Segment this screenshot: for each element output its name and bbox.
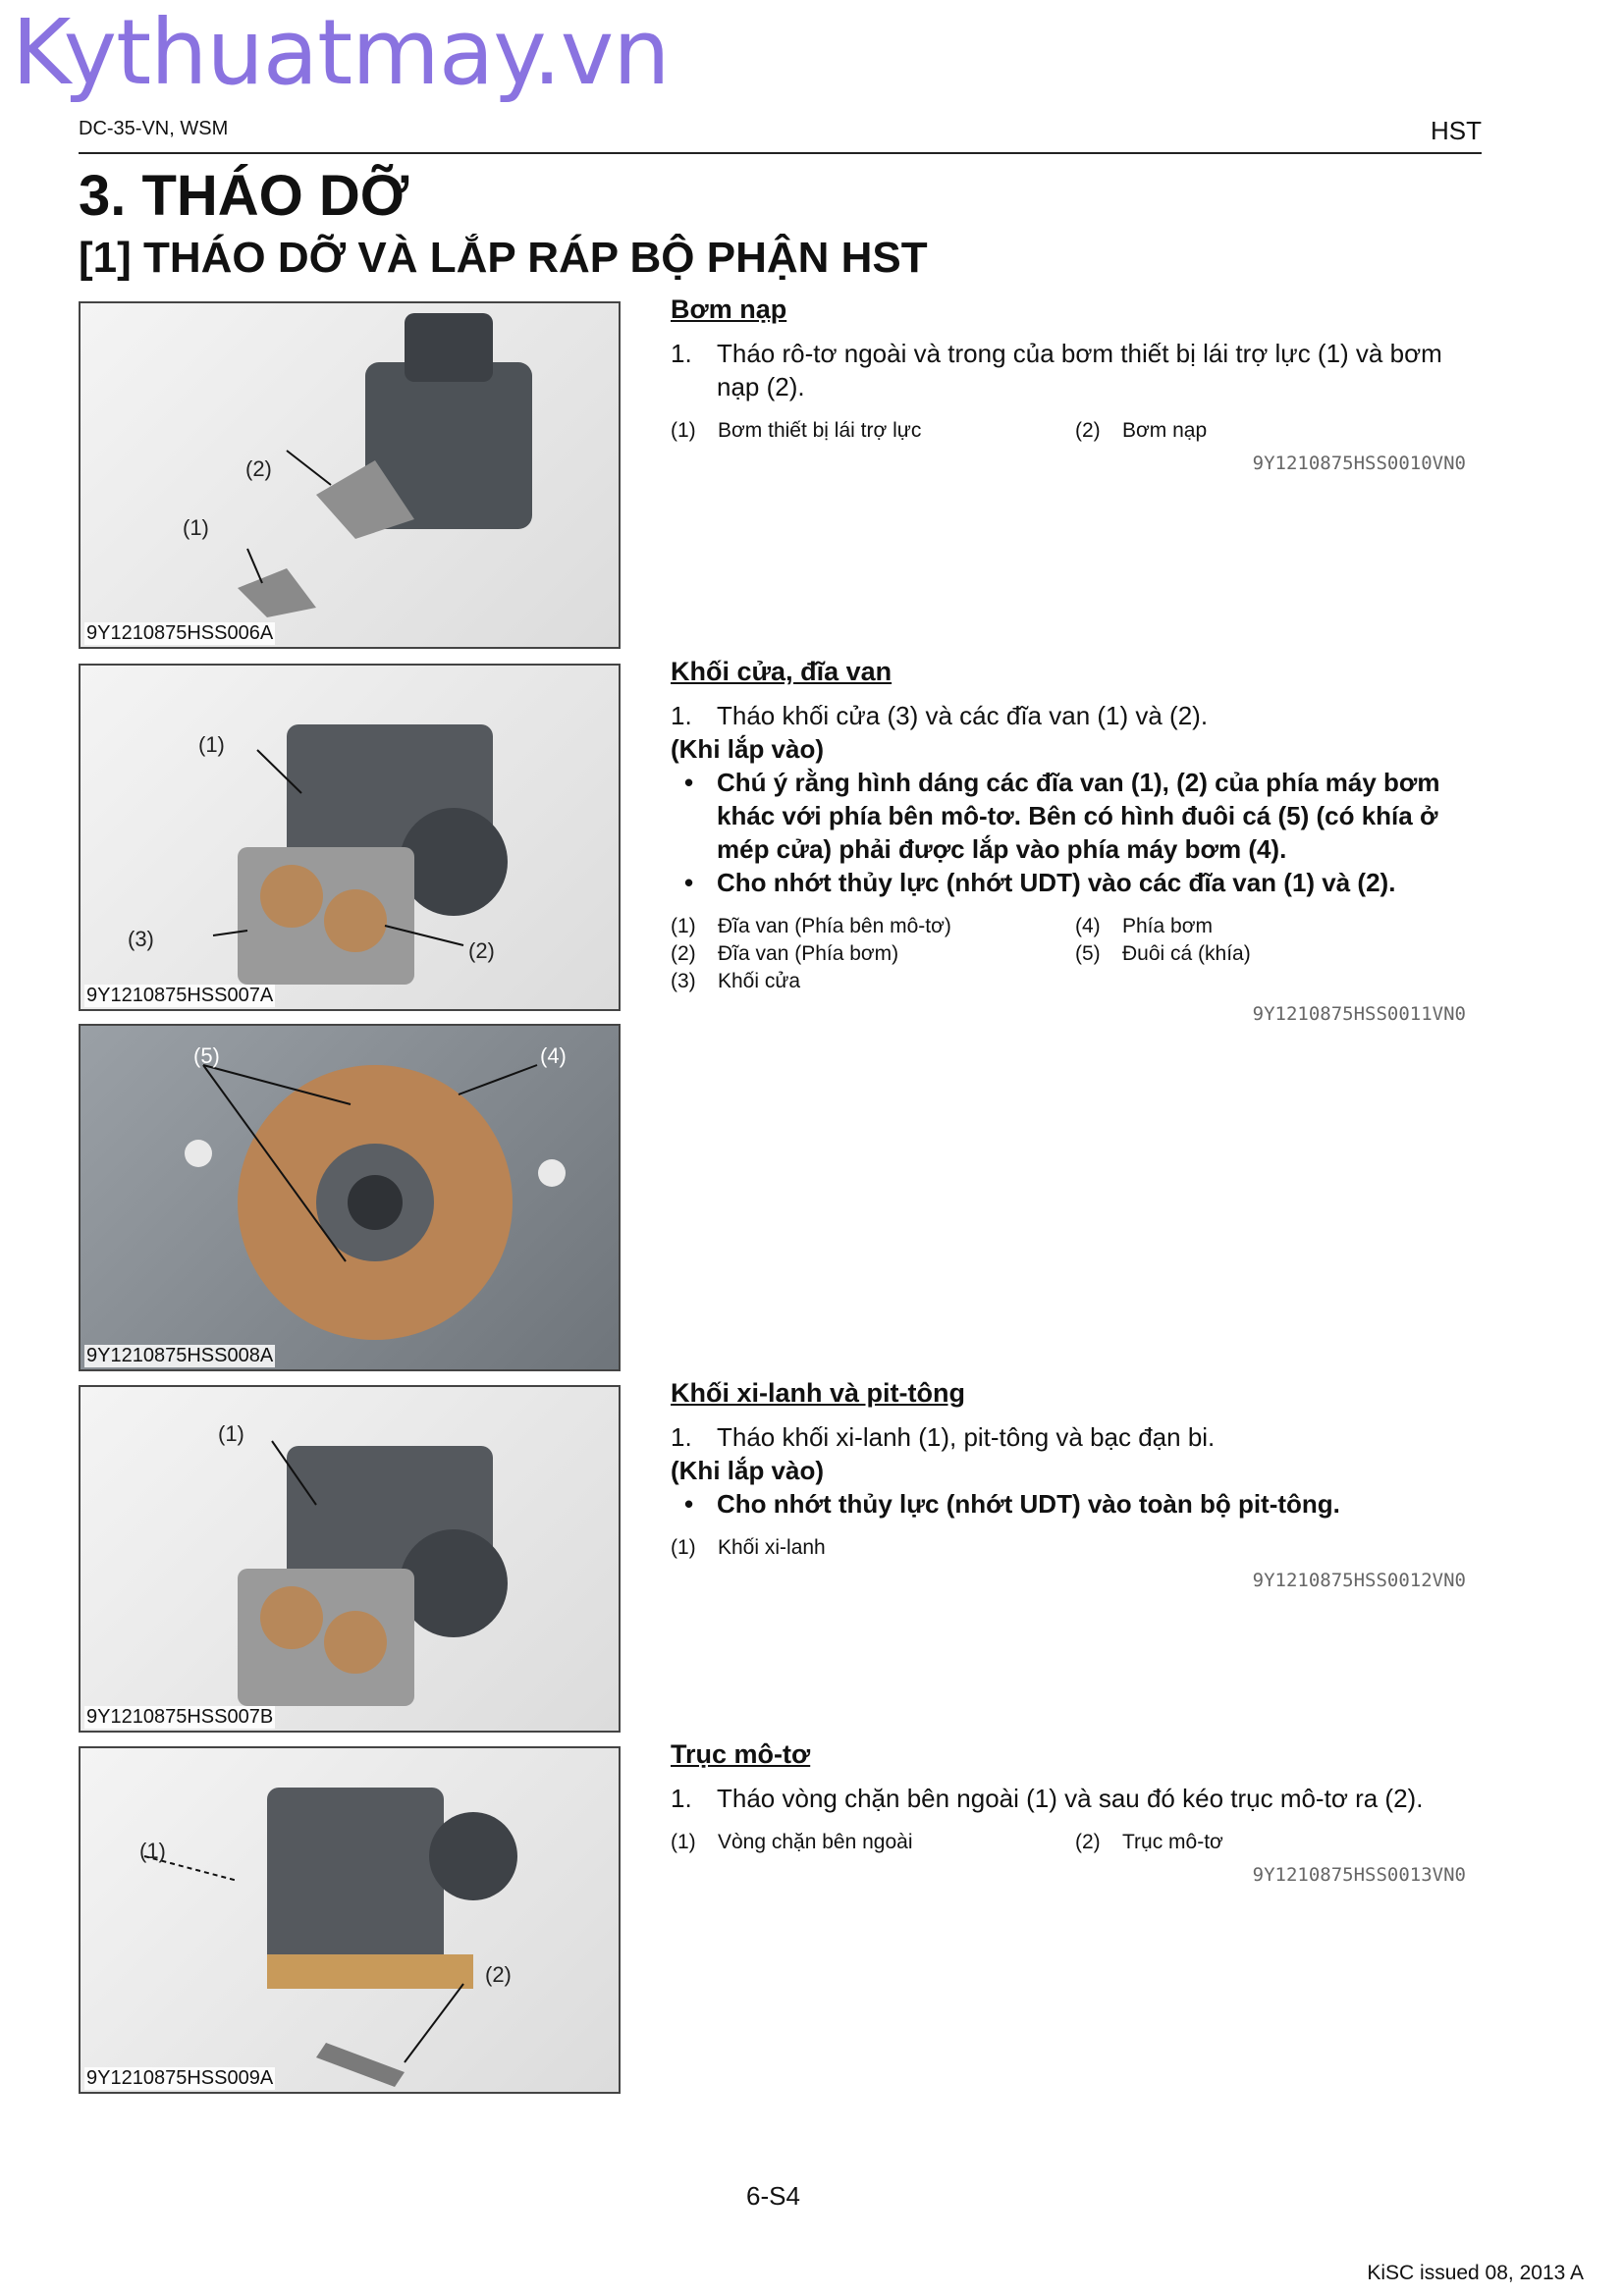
step-item [671,1782,1486,1815]
photo-caption: 9Y1210875HSS007A [86,985,274,1006]
photo1-label-2: (2) [245,456,272,481]
photo2-label-3: (3) [128,927,154,951]
step-item [671,699,1486,732]
issue-note: KiSC issued 08, 2013 A [1367,2262,1584,2284]
photo5-label-1: (1) [139,1839,166,1863]
pump-illustration [81,303,621,649]
legend-item: (2) Đĩa van (Phía bơm) [671,942,899,965]
page-number: 6-S4 [746,2181,800,2211]
section-title: Khối xi-lanh và pit-tông [671,1378,965,1408]
section-title: Khối cửa, đĩa van [671,657,893,686]
photo-motor-shaft [79,1746,621,2094]
legend-item: (1) Khối xi-lanh [671,1536,826,1559]
legend [671,1534,1486,1562]
bullet-item: • Chú ý rằng hình dáng các đĩa van (1), (2) của phía máy bơm khác với phía bên mô-tơ. Bên có hình đuôi cá (5) (có khía ở mép cửa) phải được lắp vào phía máy bơm (4). [684,768,1440,864]
when-installing: (Khi lắp vào) [671,1456,825,1485]
legend [671,1829,1486,1856]
step-item [671,337,1486,403]
step-item [671,1420,1486,1454]
photo3-label-4: (4) [540,1043,567,1068]
legend [671,417,1486,445]
step-number: 1. [671,1784,692,1813]
step-number: 1. [671,339,692,368]
motor-shaft-illustration [81,1748,621,2094]
photo4-label-1: (1) [218,1421,244,1446]
photo-caption: 9Y1210875HSS006A [86,622,274,644]
legend [671,913,1486,995]
step-text: Tháo khối xi-lanh (1), pit-tông và bạc đạn bi. [717,1422,1216,1452]
header-rule [79,152,1482,154]
chapter-heading: 3. THÁO DỠ [79,164,409,228]
section-heading: [1] THÁO DỠ VÀ LẮP RÁP BỘ PHẬN HST [79,234,928,282]
photo-caption: 9Y1210875HSS009A [86,2067,274,2089]
section-port-block [671,657,1486,1025]
photo1-label-1: (1) [183,515,209,540]
legend-item: (2) Trục mô-tơ [1075,1831,1223,1853]
legend-item: (1) Bơm thiết bị lái trợ lực [671,419,922,442]
watermark: Kythuatmay.vn [12,0,670,105]
section-motor-shaft [671,1739,1486,1886]
photo-valve-plate [79,1024,621,1371]
section-charge-pump [671,294,1486,474]
section-title: Trục mô-tơ [671,1739,811,1769]
reference-code: 9Y1210875HSS0012VN0 [1252,1570,1466,1591]
step-text: Tháo rô-tơ ngoài và trong của bơm thiết bị lái trợ lực (1) và bơm nạp (2). [717,339,1442,401]
photo-caption: 9Y1210875HSS008A [86,1345,274,1366]
step-number: 1. [671,1422,692,1452]
bullet-item: • Cho nhớt thủy lực (nhớt UDT) vào toàn bộ pit-tông. [684,1489,1340,1519]
photo-caption: 9Y1210875HSS007B [86,1706,274,1728]
when-installing: (Khi lắp vào) [671,734,825,764]
photo-cylinder-block [79,1385,621,1733]
header-section: HST [1431,116,1482,145]
photo2-label-2: (2) [468,938,495,963]
legend-item: (1) Đĩa van (Phía bên mô-tơ) [671,915,951,937]
photo-port-block [79,664,621,1011]
cylinder-block-illustration [81,1387,621,1733]
section-cylinder-block [671,1378,1486,1591]
legend-item: (5) Đuôi cá (khía) [1075,942,1251,965]
step-number: 1. [671,701,692,730]
photo5-label-2: (2) [485,1962,512,1987]
reference-code: 9Y1210875HSS0010VN0 [1252,453,1466,474]
photo3-label-5: (5) [193,1043,220,1068]
header-doc-code: DC-35-VN, WSM [79,118,229,139]
section-title: Bơm nạp [671,294,787,324]
bullet-item: • Cho nhớt thủy lực (nhớt UDT) vào các đĩa van (1) và (2). [684,868,1396,897]
photo2-label-1: (1) [198,732,225,757]
legend-item: (3) Khối cửa [671,970,801,992]
photo-charge-pump [79,301,621,649]
legend-item: (2) Bơm nạp [1075,419,1208,442]
valve-plate-illustration [81,1026,621,1371]
step-text: Tháo khối cửa (3) và các đĩa van (1) và (2). [717,701,1209,730]
legend-item: (1) Vòng chặn bên ngoài [671,1831,913,1853]
port-block-illustration [81,666,621,1011]
step-text: Tháo vòng chặn bên ngoài (1) và sau đó kéo trục mô-tơ ra (2). [717,1784,1424,1813]
legend-item: (4) Phía bơm [1075,915,1213,937]
reference-code: 9Y1210875HSS0011VN0 [1252,1003,1466,1025]
reference-code: 9Y1210875HSS0013VN0 [1252,1864,1466,1886]
